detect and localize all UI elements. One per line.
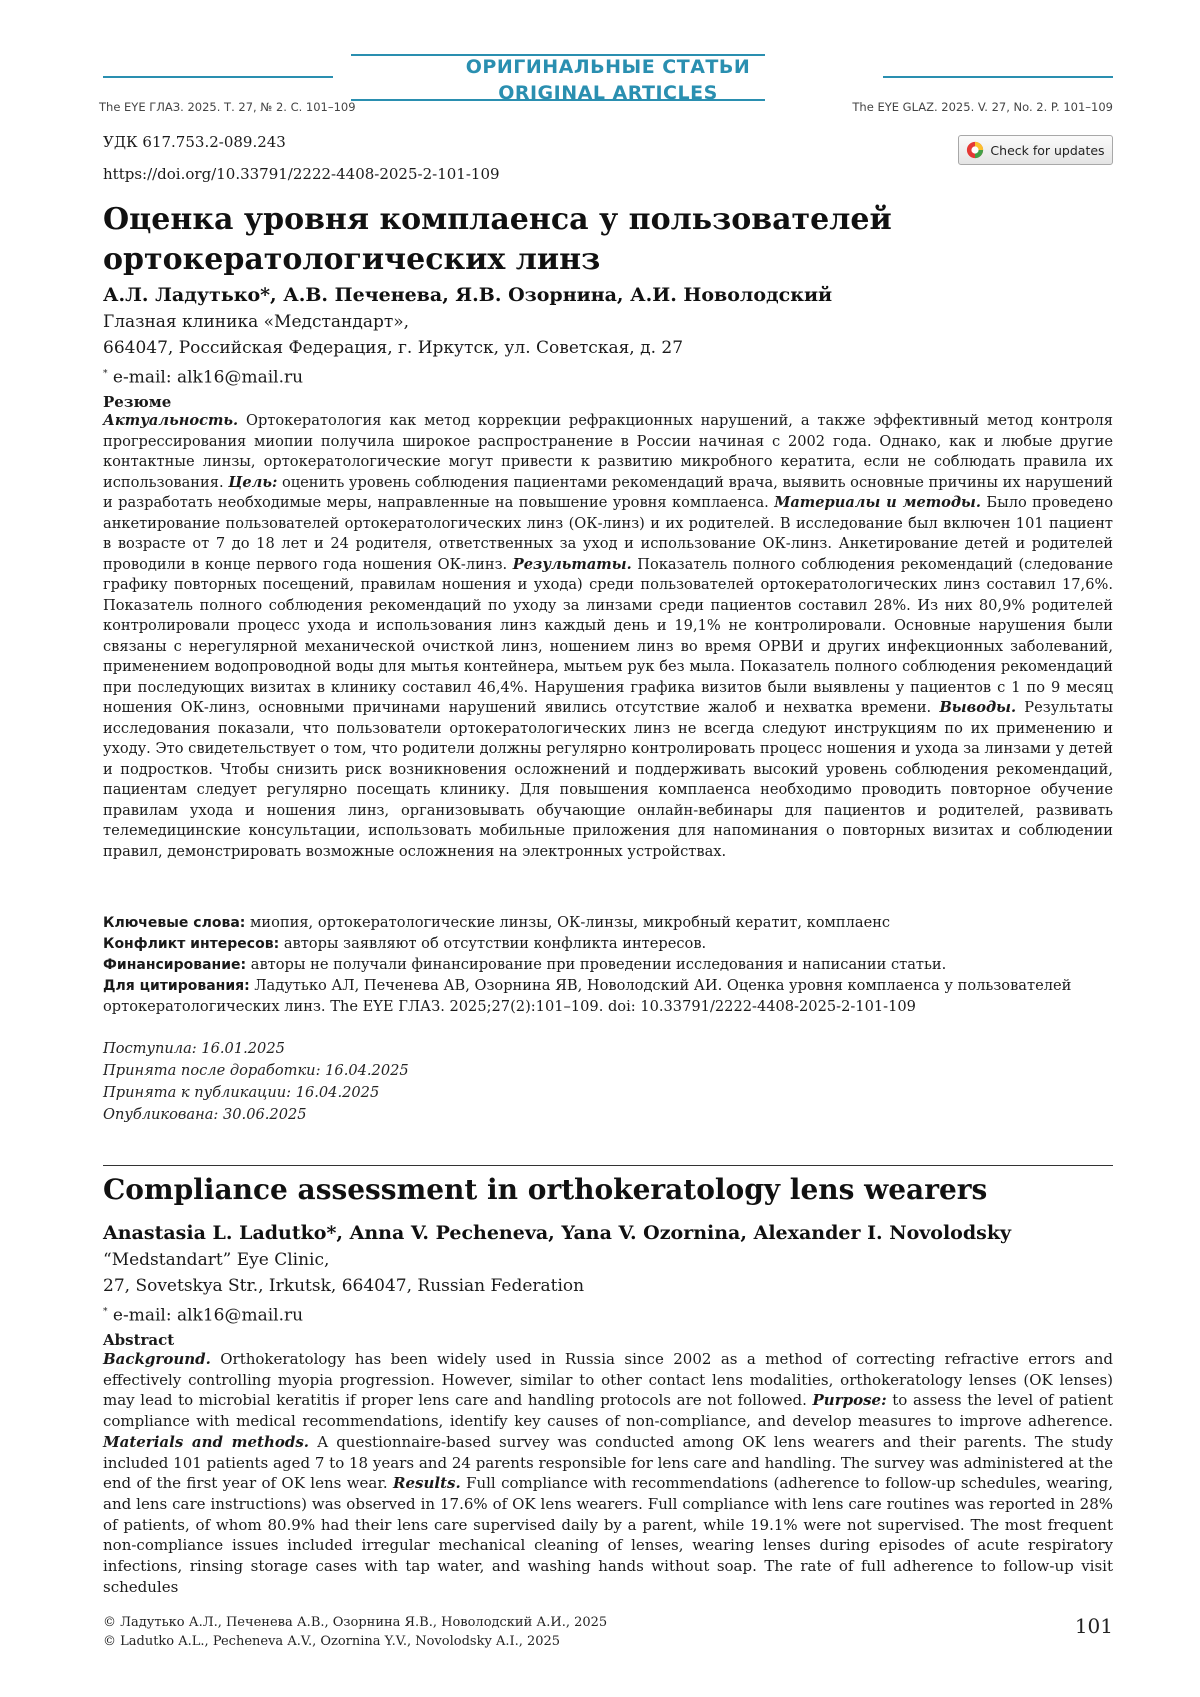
email-ru-text: e-mail: alk16@mail.ru — [112, 367, 304, 388]
copyright-en: © Ladutko A.L., Pecheneva A.V., Ozornina Y.V., Novolodsky A.I., 2025 — [103, 1634, 561, 1649]
affiliation-ru-line1: Глазная клиника «Медстандарт», — [103, 312, 410, 332]
date-revised: Принята после доработки: 16.04.2025 — [103, 1062, 409, 1079]
abstract-en-k1: Purpose: — [812, 1391, 887, 1410]
keywords-text: миопия, ортокератологические линзы, ОК-линзы, микробный кератит, комплаенс — [250, 914, 891, 931]
affiliation-ru-line2: 664047, Российская Федерация, г. Иркутск, ул. Советская, д. 27 — [103, 338, 684, 358]
abstract-en-t0: Orthokeratology has been widely used in Russia since 2002 as a method of correcting refractive errors and effectively controlling myopia progression. However, similar to other contact lens modalities, orthokeratology lenses (OK lenses) may lead to microbial keratitis if proper lens care and handling protocols are not followed. — [103, 1350, 1113, 1410]
conflict-ru — [103, 934, 1113, 955]
article-page — [99, 0, 1114, 1697]
email-ru: * e-mail: alk16@mail.ru — [103, 367, 304, 388]
funding-label: Финансирование: — [103, 957, 247, 973]
date-published: Опубликована: 30.06.2025 — [103, 1106, 307, 1123]
article-title-ru — [103, 200, 1113, 280]
abstract-ru-t2: Было проведено анкетирование пользователей ортокератологических линз (ОК-линз) и их родителей. В исследование был включен 101 пациент в возрасте от 7 до 18 лет и 24 родителя, ответственных за уход и использование ОК-линз. Анкетирование детей и родителей проводили в конце первого года ношения ОК-линз. — [103, 494, 1113, 573]
article-title-en: Compliance assessment in orthokeratology lens wearers — [103, 1173, 988, 1206]
page-number: 101 — [1074, 1614, 1113, 1638]
abstract-ru-k1: Цель: — [228, 473, 278, 491]
abstract-label-en: Abstract — [103, 1331, 175, 1349]
email-en-text: e-mail: alk16@mail.ru — [112, 1305, 304, 1326]
journal-citation-right: The EYE GLAZ. 2025. V. 27, No. 2. P. 101–109 — [852, 100, 1113, 114]
udk-code: УДК 617.753.2-089.243 — [103, 133, 286, 151]
abstract-ru-t4: Результаты исследования показали, что пользователи ортокератологических линз не всегда следуют инструкциям по их применению и уходу. Это свидетельствует о том, что родители должны регулярно контролировать процесс ношения и ухода за линзами у детей и подростков. Чтобы снизить риск возникновения осложнений и поддерживать высокий уровень соблюдения рекомендаций, пациентам следует регулярно посещать клинику. Для повышения комплаенса необходимо проводить повторное обучение правилам ухода и ношения линз, организовывать обучающие онлайн-вебинары для пациентов и родителей, развивать телемедицинские консультации, использовать мобильные приложения для напоминания о повторных визитах и соблюдении правил, демонстрировать возможные осложнения на электронных устройствах. — [103, 699, 1113, 860]
funding-ru — [103, 955, 1113, 976]
crossmark-icon — [966, 141, 984, 159]
funding-text: авторы не получали финансирование при проведении исследования и написании статьи. — [250, 956, 947, 973]
abstract-ru-t1: оценить уровень соблюдения пациентами рекомендаций врача, выявить основные причины их нарушений и разработать необходимые меры, направленные на повышение уровня комплаенса. — [103, 473, 1114, 511]
citation-label: Для цитирования: — [103, 978, 250, 994]
authors-ru: А.Л. Ладутько*, А.В. Печенева, Я.В. Озорнина, А.И. Новолодский — [103, 284, 833, 306]
copyright-ru: © Ладутько А.Л., Печенева А.В., Озорнина Я.В., Новолодский А.И., 2025 — [103, 1615, 608, 1630]
affiliation-en-line2: 27, Sovetskya Str., Irkutsk, 664047, Russian Federation — [103, 1276, 585, 1296]
conflict-label: Конфликт интересов: — [103, 936, 280, 952]
publication-dates — [103, 1038, 409, 1126]
abstract-en-k0: Background. — [103, 1350, 211, 1368]
section-title-en: ORIGINAL ARTICLES — [498, 82, 718, 104]
conflict-text: авторы заявляют об отсутствии конфликта интересов. — [283, 935, 707, 952]
section-title-ru: ОРИГИНАЛЬНЫЕ СТАТЬИ — [465, 56, 751, 78]
journal-header — [99, 52, 1113, 122]
keywords-ru — [103, 913, 1113, 934]
check-for-updates-button[interactable] — [958, 135, 1113, 165]
abstract-ru-t3: Показатель полного соблюдения рекомендаций (следование графику повторных посещений, правилам ношения и ухода) среди пользователей ортокератологических линз составил 17,6%. Показатель полного соблюдения рекомендаций по уходу за линзами среди пациентов составил 28%. Из них 80,9% родителей контролировали процесс ухода и использования линз каждый день и 19,1% не контролировали. Основные нарушения были связаны с нерегулярной механической очисткой линз, ношением линз во время ОРВИ и других инфекционных заболеваний, применением водопроводной воды для мытья контейнера, мытьем рук без мыла. Показатель полного соблюдения рекомендаций при последующих визитах в клинику составил 46,4%. Нарушения графика визитов были выявлены у пациентов с 1 по 9 месяц ношения ОК-линз, основными причинами нарушений явились отсутствие жалоб и нехватка времени. — [103, 555, 1113, 716]
section-divider — [103, 1165, 1113, 1166]
abstract-ru-k3: Результаты. — [512, 555, 632, 573]
date-received: Поступила: 16.01.2025 — [103, 1040, 285, 1057]
abstract-en-t3: Full compliance with recommendations (adherence to follow-up schedules, wearing, and lens care instructions) was observed in 17.6% of OK lens wearers. Full compliance with lens care routines was reported in 28% of patients, of whom 80.9% had their lens care supervised daily by a parent, while 19.1% were not supervised. The most frequent non-compliance issues included irregular mechanical cleaning of lenses, wearing lenses during episodes of acute respiratory infections, rinsing storage cases with tap water, and washing hands without soap. The rate of full adherence to follow-up visit schedules — [103, 1474, 1113, 1596]
journal-citation-left: The EYE ГЛАЗ. 2025. Т. 27, № 2. С. 101–109 — [99, 100, 356, 114]
abstract-ru-k2: Материалы и методы. — [774, 494, 981, 511]
abstract-ru-t0: Ортокератология как метод коррекции рефракционных нарушений, а также эффективный метод контроля прогрессирования миопии получила широкое распространение в России начиная с 2002 года. Однако, как и любые другие контактные линзы, ортокератологические могут привести к развитию микробного кератита, если не соблюдать правила их использования. — [103, 412, 1113, 491]
abstract-en-k3: Results. — [393, 1474, 461, 1493]
authors-en: Anastasia L. Ladutko*, Anna V. Pecheneva, Yana V. Ozornina, Alexander I. Novolodsky — [103, 1222, 1012, 1244]
abstract-en-t1: to assess the level of patient compliance with medical recommendations, identify key causes of non-compliance, and develop measures to improve adherence. — [103, 1391, 1114, 1431]
abstract-ru — [103, 411, 1113, 862]
abstract-ru-k4: Выводы. — [939, 699, 1017, 716]
abstract-label-ru: Резюме — [103, 393, 172, 411]
abstract-ru-k0: Актуальность. — [103, 412, 239, 429]
affiliation-en-line1: “Medstandart” Eye Clinic, — [103, 1250, 330, 1270]
citation-text: Ладутько АЛ, Печенева АВ, Озорнина ЯВ, Новолодский АИ. Оценка уровня комплаенса у пользователей ортокератологических линз. The EYE ГЛАЗ. 2025;27(2):101–109. doi: 10.33791/2222-4408-2025-2-101-109 — [103, 977, 1072, 1015]
citation-ru — [103, 976, 1113, 1017]
abstract-en-k2: Materials and methods. — [103, 1432, 310, 1451]
keywords-label: Ключевые слова: — [103, 915, 246, 931]
copyright-footer — [103, 1613, 607, 1651]
email-en: * e-mail: alk16@mail.ru — [103, 1305, 304, 1326]
check-for-updates-label: Check for updates — [990, 142, 1105, 158]
doi-link[interactable]: https://doi.org/10.33791/2222-4408-2025-2-101-109 — [103, 165, 500, 183]
date-accepted: Принята к публикации: 16.04.2025 — [103, 1084, 380, 1101]
article-title-ru-line2: ортокератологических линз — [103, 242, 601, 277]
abstract-en-t2: A questionnaire-based survey was conducted among OK lens wearers and their parents. The study included 101 patients aged 7 to 18 years and 24 parents responsible for lens care and handling. The survey was administered at the end of the first year of OK lens wear. — [103, 1432, 1113, 1493]
article-title-ru-line1: Оценка уровня комплаенса у пользователей — [103, 202, 892, 237]
abstract-en — [103, 1349, 1113, 1597]
